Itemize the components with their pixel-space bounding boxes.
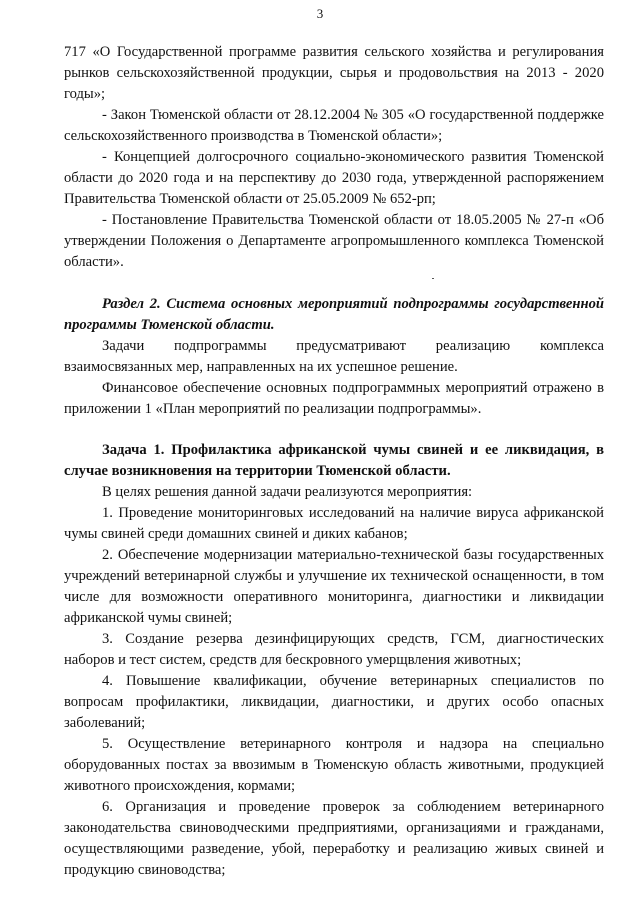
task-item: 1. Проведение мониторинговых исследований на наличие вируса африканской чумы свиней среди домашних свиней и диких кабанов;	[64, 505, 604, 542]
task-intro: В целях решения данной задачи реализуются мероприятия:	[102, 484, 473, 500]
section-paragraph: Задачи подпрограммы предусматривают реализацию комплекса взаимосвязанных мер, направленных на их успешное решение.	[64, 338, 604, 375]
page-number: 3	[316, 6, 324, 21]
document-body	[64, 42, 604, 881]
task-heading: Задача 1. Профилактика африканской чумы свиней и ее ликвидация, в случае возникновения на территории Тюменской области.	[64, 442, 604, 479]
legal-basis-item: - Закон Тюменской области от 28.12.2004 № 305 «О государственной поддержке сельскохозяйственного производства в Тюменской области»;	[64, 107, 604, 144]
task-item: 2. Обеспечение модернизации материально-технической базы государственных учреждений ветеринарной службы и улучшение их технической оснащенности, в том числе для возможности оперативного мониторинга, диагностики и ликвидации африканской чумы свиней;	[64, 547, 604, 626]
section-heading: Раздел 2. Система основных мероприятий подпрограммы государственной программы Тюменской области.	[64, 296, 604, 333]
scan-speck	[432, 278, 434, 279]
task-item: 5. Осуществление ветеринарного контроля и надзора на специально оборудованных постах за ввозимым в Тюменскую область животными, продукцией животного происхождения, кормами;	[64, 736, 604, 794]
spacer	[64, 420, 604, 440]
continuation-paragraph: 717 «О Государственной программе развития сельского хозяйства и регулирования рынков сельскохозяйственной продукции, сырья и продовольствия на 2013 - 2020 годы»;	[64, 44, 604, 102]
legal-basis-item: - Концепцией долгосрочного социально-экономического развития Тюменской области до 2020 года и на перспективу до 2030 года, утвержденной распоряжением Правительства Тюменской области от 25.05.2009 № 652-рп;	[64, 149, 604, 207]
task-item: 6. Организация и проведение проверок за соблюдением ветеринарного законодательства свиноводческими предприятиями, организациями и гражданами, осуществляющими разведение, убой, переработку и реализацию живых свиней и продукцию свиноводства;	[64, 799, 604, 878]
legal-basis-item: - Постановление Правительства Тюменской области от 18.05.2005 № 27-п «Об утверждении Положения о Департаменте агропромышленного комплекса Тюменской области».	[64, 212, 604, 270]
section-paragraph: Финансовое обеспечение основных подпрограммных мероприятий отражено в приложении 1 «План мероприятий по реализации подпрограммы».	[64, 380, 604, 417]
spacer	[64, 273, 604, 294]
task-item: 3. Создание резерва дезинфицирующих средств, ГСМ, диагностических наборов и тест систем, средств для бескровного умерщвления животных;	[64, 631, 604, 668]
task-item: 4. Повышение квалификации, обучение ветеринарных специалистов по вопросам профилактики, ликвидации, диагностики, и других особо опасных заболеваний;	[64, 673, 604, 731]
